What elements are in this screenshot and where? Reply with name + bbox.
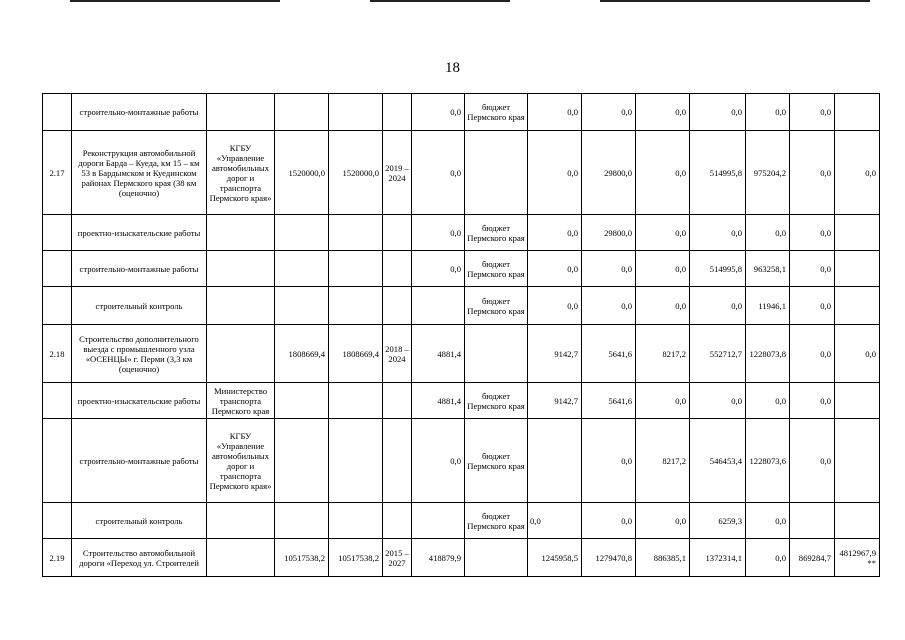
amount-year-1-cell: 9142,7 — [528, 325, 582, 383]
amount-year-6-cell: 0,0 — [790, 215, 835, 251]
amount-year-6-cell: 0,0 — [790, 94, 835, 131]
period-cell — [383, 419, 412, 503]
amount-year-5-cell: 0,0 — [746, 94, 790, 131]
funding-source-cell: бюджет Пермского края — [465, 287, 528, 325]
work-name-cell: проектно-изыскательские работы — [72, 215, 207, 251]
table-row — [43, 251, 880, 287]
amount-year-5-cell: 1228073,8 — [746, 325, 790, 383]
table-row — [43, 419, 880, 503]
cost-value-cell — [329, 419, 383, 503]
amount-year-1-cell: 0,0 — [528, 94, 582, 131]
amount-year-2-cell: 29800,0 — [582, 131, 636, 215]
amount-year-6-cell: 0,0 — [790, 287, 835, 325]
amount-year-4-cell: 0,0 — [690, 287, 746, 325]
total-cost-cell — [275, 251, 329, 287]
funding-source-cell: бюджет Пермского края — [465, 419, 528, 503]
amount-year-7-cell — [835, 503, 880, 539]
row-number-cell — [43, 419, 72, 503]
amount-year-1-cell — [528, 419, 582, 503]
scan-edge-line — [70, 0, 280, 2]
funding-source-cell — [465, 539, 528, 577]
executor-cell — [207, 539, 275, 577]
scan-edge-line — [370, 0, 510, 2]
scan-edge-line — [600, 0, 870, 2]
row-number-cell — [43, 94, 72, 131]
amount-year-3-cell: 0,0 — [636, 94, 690, 131]
period-cell: 2018 – 2024 — [383, 325, 412, 383]
amount-year-5-cell: 0,0 — [746, 383, 790, 419]
table-row — [43, 325, 880, 383]
amount-year-1-cell: 0,0 — [528, 251, 582, 287]
amount-year-4-cell: 546453,4 — [690, 419, 746, 503]
amount-year-5-cell: 0,0 — [746, 215, 790, 251]
amount-year-5-cell: 0,0 — [746, 503, 790, 539]
amount-year-1-cell: 0,0 — [528, 503, 582, 539]
executor-cell — [207, 503, 275, 539]
amount-year-3-cell: 8217,2 — [636, 325, 690, 383]
amount-year-7-cell — [835, 215, 880, 251]
amount-initial-cell: 0,0 — [412, 131, 465, 215]
work-name-cell: проектно-изыскательские работы — [72, 383, 207, 419]
amount-year-7-cell: 0,0 — [835, 325, 880, 383]
amount-year-3-cell: 0,0 — [636, 251, 690, 287]
amount-year-6-cell: 0,0 — [790, 325, 835, 383]
amount-year-2-cell: 1279470,8 — [582, 539, 636, 577]
row-number-cell — [43, 383, 72, 419]
cost-value-cell: 1520000,0 — [329, 131, 383, 215]
amount-year-3-cell: 0,0 — [636, 383, 690, 419]
amount-initial-cell: 418879,9 — [412, 539, 465, 577]
funding-source-cell: бюджет Пермского края — [465, 383, 528, 419]
amount-year-7-cell — [835, 251, 880, 287]
amount-initial-cell: 0,0 — [412, 419, 465, 503]
cost-value-cell — [329, 383, 383, 419]
period-cell — [383, 251, 412, 287]
period-cell: 2015 – 2027 — [383, 539, 412, 577]
work-name-cell: строительно-монтажные работы — [72, 419, 207, 503]
cost-value-cell — [329, 503, 383, 539]
period-cell — [383, 503, 412, 539]
cost-value-cell — [329, 251, 383, 287]
amount-year-2-cell: 0,0 — [582, 503, 636, 539]
amount-year-7-cell — [835, 383, 880, 419]
row-number-cell: 2.17 — [43, 131, 72, 215]
work-name-cell: строительно-монтажные работы — [72, 94, 207, 131]
amount-year-2-cell: 0,0 — [582, 94, 636, 131]
table-row — [43, 503, 880, 539]
amount-year-6-cell: 0,0 — [790, 131, 835, 215]
amount-year-6-cell: 869284,7 — [790, 539, 835, 577]
work-name-cell: Строительство автомобильной дороги «Переход ул. Строителей — [72, 539, 207, 577]
amount-year-1-cell: 1245958,5 — [528, 539, 582, 577]
work-name-cell: строительный контроль — [72, 287, 207, 325]
funding-source-cell — [465, 325, 528, 383]
amount-year-5-cell: 11946,1 — [746, 287, 790, 325]
amount-year-5-cell: 1228073,6 — [746, 419, 790, 503]
amount-year-1-cell: 0,0 — [528, 215, 582, 251]
cost-value-cell — [329, 287, 383, 325]
amount-year-7-cell: 4812967,9** — [835, 539, 880, 577]
total-cost-cell: 10517538,2 — [275, 539, 329, 577]
amount-year-2-cell: 5641,6 — [582, 383, 636, 419]
executor-cell — [207, 215, 275, 251]
amount-year-6-cell: 0,0 — [790, 419, 835, 503]
amount-year-1-cell: 0,0 — [528, 131, 582, 215]
table-row — [43, 131, 880, 215]
amount-year-2-cell: 0,0 — [582, 251, 636, 287]
amount-initial-cell — [412, 287, 465, 325]
funding-source-cell: бюджет Пермского края — [465, 94, 528, 131]
total-cost-cell — [275, 215, 329, 251]
row-number-cell — [43, 251, 72, 287]
work-name-cell: строительно-монтажные работы — [72, 251, 207, 287]
period-cell — [383, 287, 412, 325]
amount-year-4-cell: 0,0 — [690, 215, 746, 251]
funding-source-cell: бюджет Пермского края — [465, 251, 528, 287]
amount-year-4-cell: 0,0 — [690, 383, 746, 419]
amount-year-5-cell: 963258,1 — [746, 251, 790, 287]
period-cell — [383, 94, 412, 131]
executor-cell — [207, 251, 275, 287]
amount-year-3-cell: 0,0 — [636, 503, 690, 539]
amount-initial-cell: 0,0 — [412, 94, 465, 131]
amount-year-4-cell: 0,0 — [690, 94, 746, 131]
amount-year-6-cell: 0,0 — [790, 383, 835, 419]
amount-year-7-cell — [835, 94, 880, 131]
cost-value-cell — [329, 215, 383, 251]
table-row — [43, 94, 880, 131]
cost-value-cell — [329, 94, 383, 131]
amount-year-2-cell: 5641,6 — [582, 325, 636, 383]
executor-cell: Министерство транспорта Пермского края — [207, 383, 275, 419]
work-name-cell: Реконструкция автомобильной дороги Барда – Куеда, км 15 – км 53 в Бардымском и Куединском районах Пермского края (38 км (оценочно) — [72, 131, 207, 215]
amount-initial-cell — [412, 503, 465, 539]
amount-year-2-cell: 0,0 — [582, 419, 636, 503]
amount-year-3-cell: 0,0 — [636, 131, 690, 215]
cost-value-cell: 1808669,4 — [329, 325, 383, 383]
amount-year-1-cell: 9142,7 — [528, 383, 582, 419]
table-row — [43, 383, 880, 419]
executor-cell — [207, 287, 275, 325]
amount-year-6-cell: 0,0 — [790, 251, 835, 287]
executor-cell: КГБУ «Управление автомобильных дорог и транспорта Пермского края» — [207, 419, 275, 503]
amount-initial-cell: 4881,4 — [412, 325, 465, 383]
amount-year-3-cell: 0,0 — [636, 287, 690, 325]
amount-year-4-cell: 1372314,1 — [690, 539, 746, 577]
row-number-cell — [43, 287, 72, 325]
amount-year-7-cell — [835, 419, 880, 503]
amount-year-3-cell: 0,0 — [636, 215, 690, 251]
row-number-cell: 2.19 — [43, 539, 72, 577]
table-row — [43, 287, 880, 325]
table-row — [43, 215, 880, 251]
funding-source-cell: бюджет Пермского края — [465, 503, 528, 539]
amount-year-3-cell: 886385,1 — [636, 539, 690, 577]
amount-year-3-cell: 8217,2 — [636, 419, 690, 503]
amount-initial-cell: 0,0 — [412, 215, 465, 251]
executor-cell: КГБУ «Управление автомобильных дорог и транспорта Пермского края» — [207, 131, 275, 215]
amount-initial-cell: 4881,4 — [412, 383, 465, 419]
amount-year-2-cell: 0,0 — [582, 287, 636, 325]
budget-table — [42, 93, 880, 577]
total-cost-cell — [275, 287, 329, 325]
amount-year-6-cell — [790, 503, 835, 539]
amount-initial-cell: 0,0 — [412, 251, 465, 287]
period-cell: 2019 – 2024 — [383, 131, 412, 215]
amount-year-5-cell: 975204,2 — [746, 131, 790, 215]
funding-source-cell — [465, 131, 528, 215]
period-cell — [383, 215, 412, 251]
amount-year-2-cell: 29800,0 — [582, 215, 636, 251]
row-number-cell — [43, 503, 72, 539]
work-name-cell: Строительство дополнительного выезда с промышленного узла «ОСЕНЦЫ» г. Перми (3,3 км (оценочно) — [72, 325, 207, 383]
period-cell — [383, 383, 412, 419]
amount-year-4-cell: 6259,3 — [690, 503, 746, 539]
work-name-cell: строительный контроль — [72, 503, 207, 539]
page-number: 18 — [445, 60, 460, 76]
total-cost-cell: 1808669,4 — [275, 325, 329, 383]
total-cost-cell: 1520000,0 — [275, 131, 329, 215]
total-cost-cell — [275, 503, 329, 539]
cost-value-cell: 10517538,2 — [329, 539, 383, 577]
amount-year-4-cell: 514995,8 — [690, 131, 746, 215]
amount-year-7-cell: 0,0 — [835, 131, 880, 215]
total-cost-cell — [275, 419, 329, 503]
executor-cell — [207, 94, 275, 131]
amount-year-1-cell: 0,0 — [528, 287, 582, 325]
amount-year-4-cell: 514995,8 — [690, 251, 746, 287]
row-number-cell: 2.18 — [43, 325, 72, 383]
total-cost-cell — [275, 383, 329, 419]
executor-cell — [207, 325, 275, 383]
amount-year-4-cell: 552712,7 — [690, 325, 746, 383]
row-number-cell — [43, 215, 72, 251]
amount-year-7-cell — [835, 287, 880, 325]
amount-year-5-cell: 0,0 — [746, 539, 790, 577]
total-cost-cell — [275, 94, 329, 131]
funding-source-cell: бюджет Пермского края — [465, 215, 528, 251]
table-row — [43, 539, 880, 577]
